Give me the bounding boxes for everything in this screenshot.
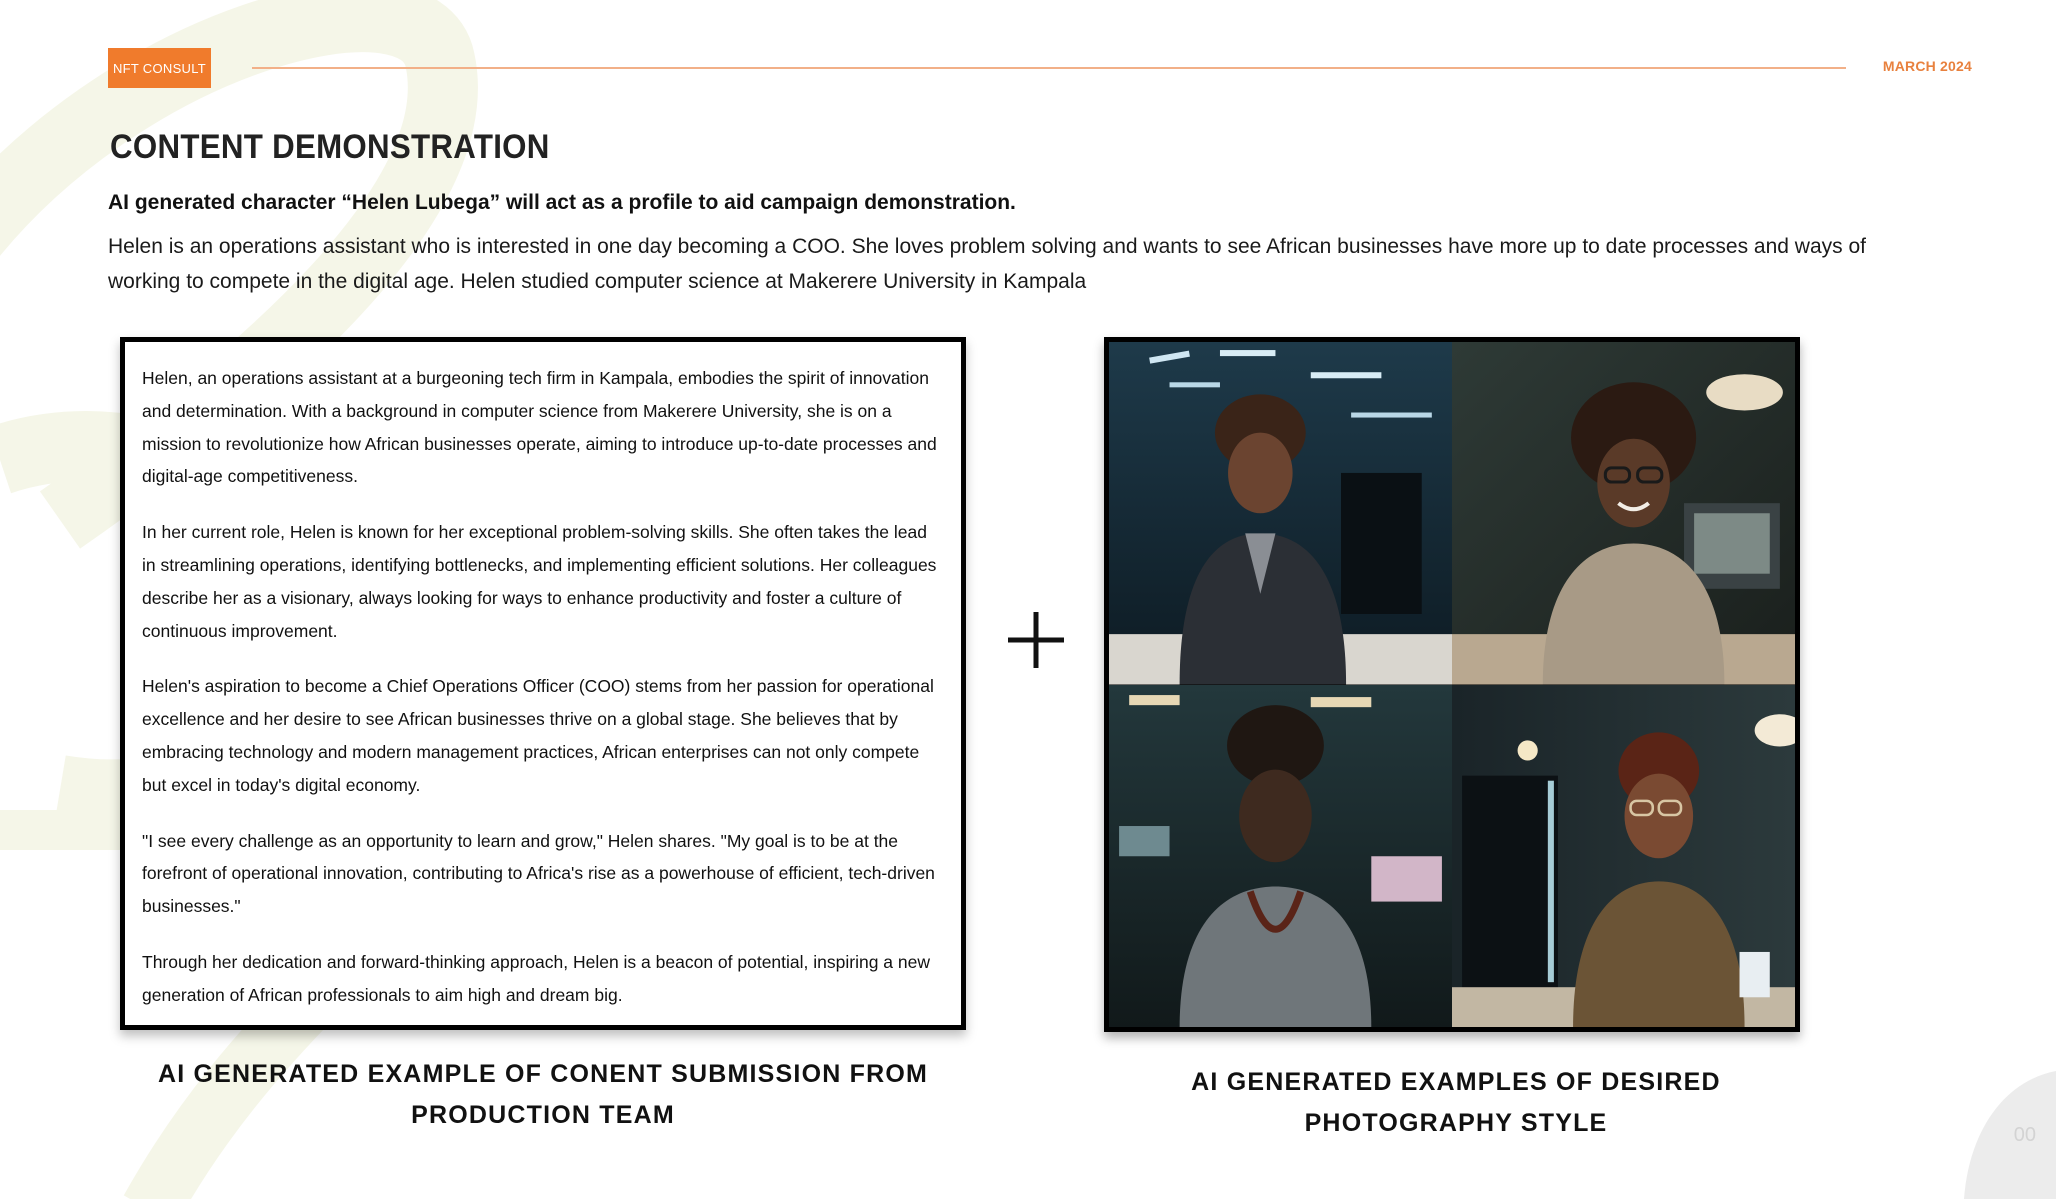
brand-badge: NFT CONSULT bbox=[108, 48, 211, 88]
caption-photography-style: AI GENERATED EXAMPLES OF DESIRED PHOTOGRAPHY STYLE bbox=[1191, 1068, 1721, 1137]
portrait-photo bbox=[1109, 685, 1452, 1028]
card-paragraph: Through her dedication and forward-thinking approach, Helen is a beacon of potential, inspiring a new generation of African professionals to aim high and dream big. bbox=[142, 951, 930, 1005]
header-date: MARCH 2024 bbox=[1882, 58, 1972, 74]
card-paragraph: Helen's aspiration to become a Chief Operations Officer (COO) stems from her passion for operational excellence and her desire to see African businesses thrive on a global stage. She believes that by embracing technology and modern management practices, African enterprises can not only compete but excel in today's digital economy. bbox=[142, 676, 934, 795]
subtitle: AI generated character “Helen Lubega” will act as a profile to aid campaign demonstration. bbox=[108, 191, 1016, 214]
page-title: CONTENT DEMONSTRATION bbox=[110, 128, 550, 166]
portrait-photo bbox=[1452, 342, 1795, 685]
card-paragraph: "I see every challenge as an opportunity to learn and grow," Helen shares. "My goal is to be at the forefront of operational innovation, contributing to Africa's rise as a powerhouse of efficient, tech-driven businesses." bbox=[142, 830, 935, 917]
plus-icon bbox=[1006, 610, 1066, 670]
card-paragraph: In her current role, Helen is known for her exceptional problem-solving skills. She often takes the lead in streamlining operations, identifying bottlenecks, and implementing efficient solutions. Her colleagues describe her as a visionary, always looking for ways to enhance productivity and foster a culture of continuous improvement. bbox=[142, 522, 937, 641]
caption-content-submission: AI GENERATED EXAMPLE OF CONENT SUBMISSION FROM PRODUCTION TEAM bbox=[157, 1060, 929, 1129]
card-paragraph: Helen, an operations assistant at a burgeoning tech firm in Kampala, embodies the spirit of innovation and determination. With a background in computer science from Makerere University, she is on a mission to revolutionize how African businesses operate, aiming to introduce up-to-date processes and digital-age competitiveness. bbox=[142, 368, 937, 487]
content-submission-card bbox=[120, 337, 966, 1030]
header-divider bbox=[252, 67, 1846, 69]
portrait-photo bbox=[1109, 342, 1452, 685]
corner-shape bbox=[1964, 1071, 2056, 1199]
intro-paragraph: Helen is an operations assistant who is interested in one day becoming a COO. She loves problem solving and wants to see African businesses have more up to date processes and ways of working to compete in the digital age. Helen studied computer science at Makerere University in Kampala bbox=[108, 235, 1866, 293]
page-number: 00 bbox=[2013, 1124, 2036, 1146]
portrait-photo bbox=[1452, 685, 1795, 1028]
photography-style-grid bbox=[1104, 337, 1800, 1032]
